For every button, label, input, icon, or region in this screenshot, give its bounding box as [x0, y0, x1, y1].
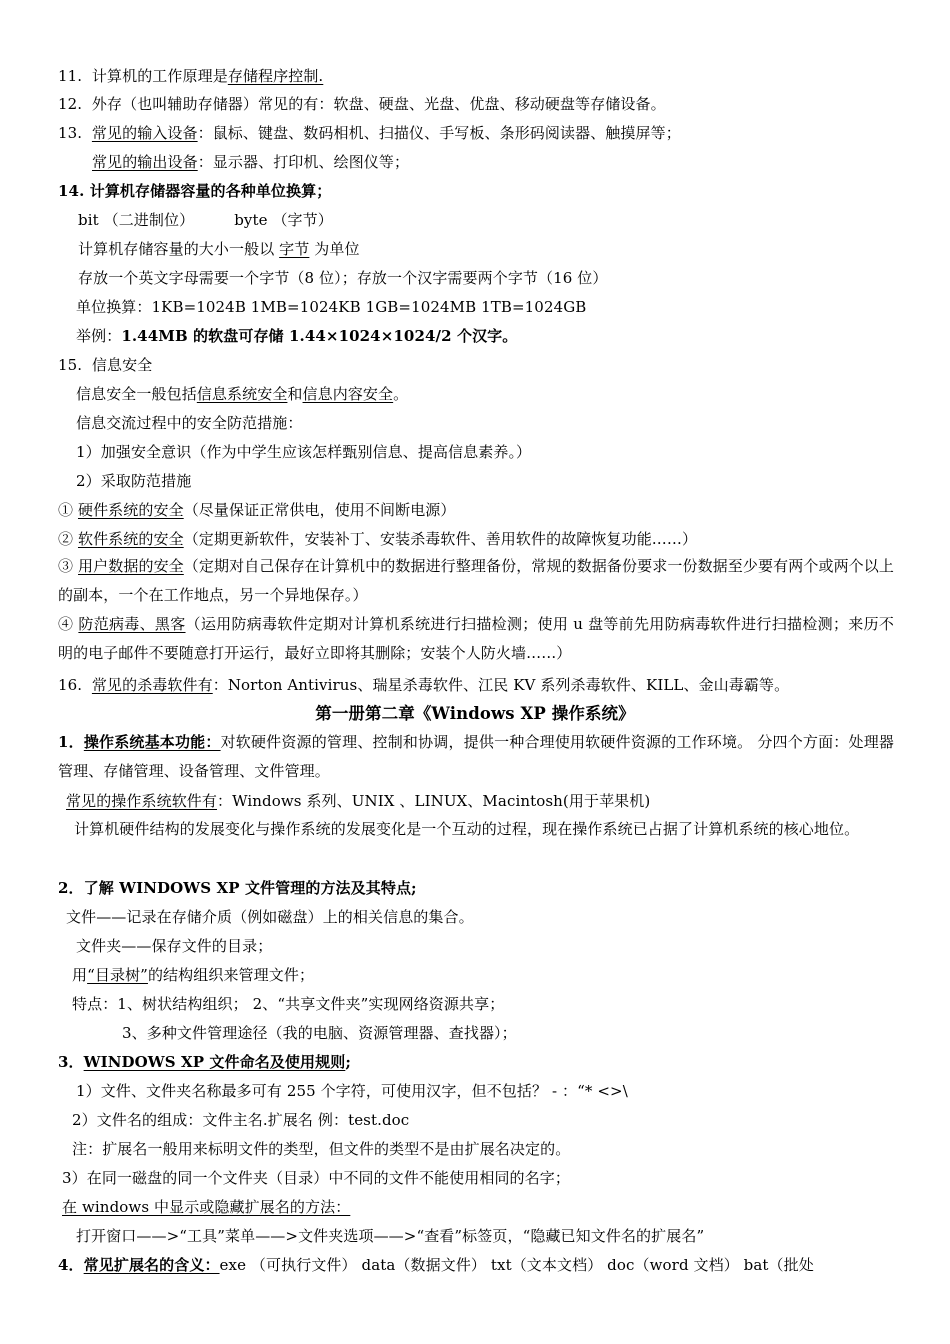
os-item-3-rule-1: 1）文件、文件夹名称最多可有 255 个字符，可使用汉字，但不包括？ - ：“* <>\: [76, 1082, 628, 1100]
item-14-units: bit （二进制位） byte （字节）: [78, 211, 333, 229]
os-item-1-development: 计算机硬件结构的发展变化与操作系统的发展变化是一个互动的过程，现在操作系统已占据了计算机系统的核心地位。: [74, 820, 860, 838]
item-16: 16. 常见的杀毒软件有：Norton Antivirus、瑞星杀毒软件、江民 KV 系列杀毒软件、KILL、金山毒霸等。: [58, 676, 790, 694]
item-13-output: 常见的输出设备：显示器、打印机、绘图仪等；: [92, 153, 410, 171]
os-item-2-tree: 用“目录树”的结构组织来管理文件；: [72, 966, 315, 984]
os-item-3-extension-method: 在 windows 中显示或隐藏扩展名的方法：: [62, 1198, 351, 1216]
os-item-1: 1．操作系统基本功能：对软硬件资源的管理、控制和协调，提供一种合理使用软硬件资源的工作环境。 分四个方面：处理器管理、存储管理、设备管理、文件管理。: [58, 733, 894, 780]
item-12: 12. 外存（也叫辅助存储器）常见的有：软盘、硬盘、光盘、优盘、移动硬盘等存储设备。: [58, 95, 666, 113]
item-14-line2: 计算机存储容量的大小一般以 字节 为单位: [78, 240, 360, 258]
item-15-title: 15. 信息安全: [58, 356, 153, 374]
item-14-line5: 举例：1.44MB 的软盘可存储 1.44×1024×1024/2 个汉字。: [76, 327, 518, 345]
os-item-4: 4．常见扩展名的含义：exe （可执行文件） data（数据文件） txt（文本文档） doc（word 文档） bat（批处: [58, 1256, 814, 1274]
item-15-measure-1: ① 硬件系统的安全（尽量保证正常供电，使用不间断电源）: [58, 501, 456, 519]
item-15-line4: 2）采取防范措施: [76, 472, 192, 490]
os-item-2-features: 特点：1、树状结构组织； 2、“共享文件夹”实现网络资源共享；: [72, 995, 505, 1013]
item-15-line2: 信息交流过程中的安全防范措施：: [76, 414, 303, 432]
item-15-measure-2: ② 软件系统的安全（定期更新软件，安装补丁、安装杀毒软件、善用软件的故障恢复功能……）: [58, 530, 698, 548]
stored-program-control: 存储程序控制.: [227, 67, 324, 85]
item-14-title: 14. 计算机存储器容量的各种单位换算；: [58, 182, 332, 200]
item-11: 11. 计算机的工作原理是存储程序控制.: [58, 67, 324, 85]
os-item-2-folder: 文件夹——保存文件的目录；: [76, 937, 273, 955]
item-15-measure-3: ③ 用户数据的安全（定期对自己保存在计算机中的数据进行整理备份，常规的数据备份要求一份数据至少要有两个或两个以上的副本，一个在工作地点，另一个异地保存。）: [58, 557, 894, 604]
os-item-3-rule-2: 2）文件名的组成：文件主名.扩展名 例：test.doc: [72, 1111, 410, 1129]
os-item-3-extension-steps: 打开窗口——>“工具”菜单——>文件夹选项——>“查看”标签页，“隐藏已知文件名的扩展名”: [76, 1227, 705, 1245]
os-item-1-software: 常见的操作系统软件有：Windows 系列、UNIX 、LINUX、Macintosh(用于苹果机): [66, 792, 651, 810]
os-item-3-note: 注：扩展名一般用来标明文件的类型，但文件的类型不是由扩展名决定的。: [72, 1140, 571, 1158]
item-13-input: 13. 常见的输入设备：鼠标、键盘、数码相机、扫描仪、手写板、条形码阅读器、触摸屏等；: [58, 124, 681, 142]
os-item-2-title: 2．了解 WINDOWS XP 文件管理的方法及其特点;: [58, 879, 417, 897]
os-item-2-features-3: 3、多种文件管理途径（我的电脑、资源管理器、查找器）；: [122, 1024, 517, 1042]
os-item-3-rule-3: 3）在同一磁盘的同一个文件夹（目录）中不同的文件不能使用相同的名字；: [62, 1169, 570, 1187]
item-15-line1: 信息安全一般包括信息系统安全和信息内容安全。: [76, 385, 409, 403]
os-item-2-file: 文件——记录在存储介质（例如磁盘）上的相关信息的集合。: [66, 908, 474, 926]
os-item-3-title: 3．WINDOWS XP 文件命名及使用规则;: [58, 1053, 351, 1071]
item-14-line4: 单位换算：1KB=1024B 1MB=1024KB 1GB=1024MB 1TB=1024GB: [76, 298, 587, 316]
item-15-measure-4: ④ 防范病毒、黑客（运用防病毒软件定期对计算机系统进行扫描检测；使用 u 盘等前先用防病毒软件进行扫描检测；来历不明的电子邮件不要随意打开运行，最好立即将其删除；安装个人防火墙……）: [58, 615, 894, 662]
item-15-line3: 1）加强安全意识（作为中学生应该怎样甄别信息、提高信息素养。）: [76, 443, 532, 461]
item-14-line3: 存放一个英文字母需要一个字节（8 位）；存放一个汉字需要两个字节（16 位）: [78, 269, 608, 287]
chapter-title: 第一册第二章《Windows XP 操作系统》: [315, 704, 635, 723]
